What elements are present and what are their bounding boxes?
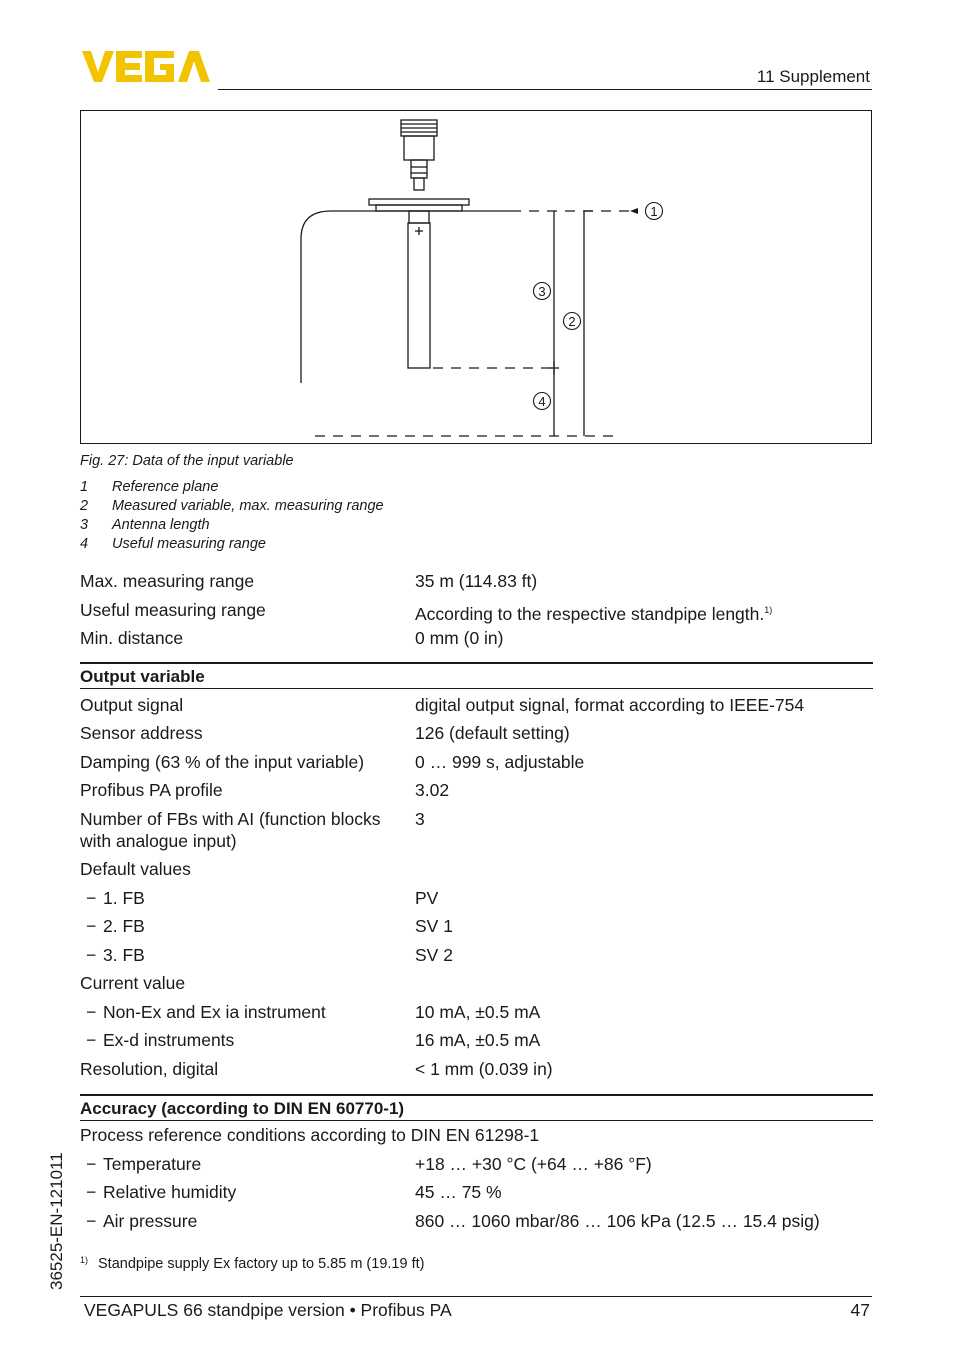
svg-text:3: 3 — [538, 284, 546, 299]
vega-logo — [82, 50, 212, 83]
page-number: 47 — [850, 1300, 870, 1320]
footer-rule — [80, 1296, 872, 1297]
callout-1 — [646, 203, 663, 220]
section-header-output: Output variable — [80, 662, 873, 689]
footer-title: VEGAPULS 66 standpipe version • Profibus PA — [84, 1300, 452, 1320]
callout-4 — [534, 393, 551, 410]
legend-item: 4 Useful measuring range — [80, 536, 266, 552]
vessel-wall — [301, 211, 511, 383]
footnote: $^{1)}$ Standpipe supply Ex factory up to 5.85 m (19.19 ft) — [80, 1255, 425, 1272]
document-id: 36525-EN-121011 — [47, 1152, 66, 1290]
svg-text:4: 4 — [538, 394, 546, 409]
callout-3 — [534, 283, 551, 300]
legend-item: 3 Antenna length — [80, 517, 210, 533]
input-variable-diagram — [81, 111, 873, 445]
flange — [369, 199, 469, 205]
section-header-accuracy: Accuracy (according to DIN EN 60770-1) — [80, 1094, 873, 1121]
header-rule — [218, 89, 872, 90]
figure-legend — [80, 479, 680, 555]
figure-diagram — [80, 110, 872, 444]
svg-text:2: 2 — [568, 314, 576, 329]
legend-item: 1 Reference plane — [80, 479, 219, 495]
figure-caption: Fig. 27: Data of the input variable — [80, 453, 294, 469]
callout-2 — [564, 313, 581, 330]
standpipe-antenna — [408, 223, 430, 368]
svg-text:1: 1 — [650, 204, 658, 219]
section-label: 11 Supplement — [756, 67, 870, 86]
legend-item: 2 Measured variable, max. measuring range — [80, 498, 384, 514]
